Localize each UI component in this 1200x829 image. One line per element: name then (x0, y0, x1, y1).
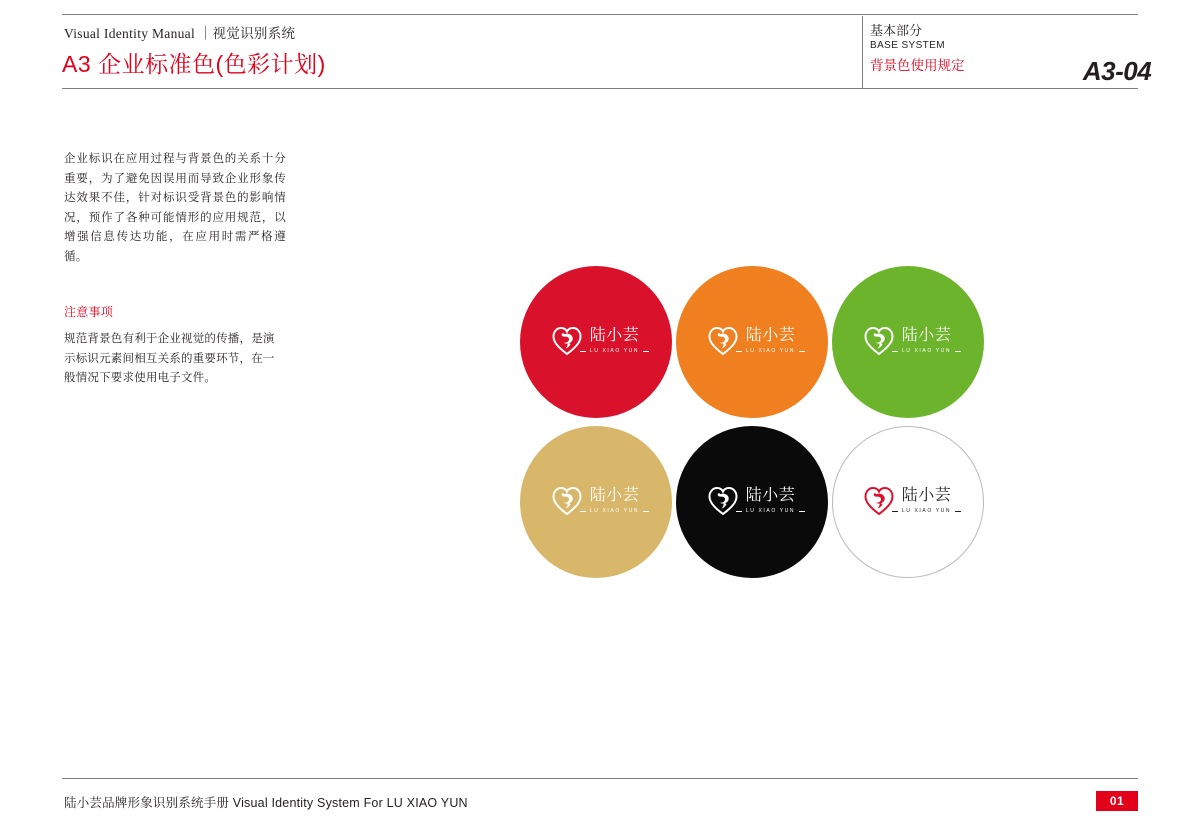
page-code: A3-04 (1082, 56, 1152, 86)
logo-wordmark (589, 487, 640, 515)
logo-wordmark-en: LU XIAO YUN (901, 348, 952, 354)
header-vertical-divider (862, 16, 863, 88)
page-header (62, 14, 1152, 86)
swatch-cell-white (832, 426, 984, 578)
footer-rule (62, 778, 1138, 779)
manual-eyebrow: Visual Identity Manual ｜视觉识别系统 (64, 26, 296, 41)
page-title: A3 企业标准色(色彩计划) (62, 51, 326, 77)
color-circle-black (676, 426, 828, 578)
logo-wordmark (589, 327, 640, 355)
heart-bird-logo-icon (864, 326, 894, 356)
heart-bird-logo-icon (708, 486, 738, 516)
color-circle-white (832, 426, 984, 578)
logo-wordmark-en: LU XIAO YUN (745, 348, 796, 354)
header-bottom-rule (62, 88, 1138, 89)
logo-wordmark (901, 487, 952, 515)
intro-paragraph: 企业标识在应用过程与背景色的关系十分重要，为了避免因误用而导致企业形象传达效果不佳，针对标识受背景色的影响情况，预作了各种可能情形的应用规范，以增强信息传达功能，在应用时需严格遵循。 (64, 153, 286, 263)
swatch-cell-red (520, 266, 672, 418)
logo-lockup (552, 486, 640, 516)
notice-title: 注意事项 (64, 305, 114, 319)
heart-bird-logo-icon (552, 486, 582, 516)
logo-wordmark-cn: 陆小芸 (745, 487, 796, 504)
swatch-cell-orange (676, 266, 828, 418)
swatch-cell-gold (520, 426, 672, 578)
logo-wordmark-en: LU XIAO YUN (589, 508, 640, 514)
logo-lockup (708, 486, 796, 516)
section-subtitle: 背景色使用规定 (870, 58, 965, 73)
logo-wordmark (745, 487, 796, 515)
logo-wordmark-en: LU XIAO YUN (901, 508, 952, 514)
logo-wordmark-cn: 陆小芸 (745, 327, 796, 344)
logo-wordmark-cn: 陆小芸 (589, 327, 640, 344)
header-top-rule (62, 14, 1138, 15)
notice-body: 规范背景色有利于企业视觉的传播，是演示标识元素间相互关系的重要环节，在一般情况下要求使用电子文件。 (64, 333, 275, 384)
logo-wordmark (901, 327, 952, 355)
color-circle-red (520, 266, 672, 418)
logo-wordmark (745, 327, 796, 355)
heart-bird-logo-icon (708, 326, 738, 356)
color-circle-gold (520, 426, 672, 578)
logo-wordmark-en: LU XIAO YUN (589, 348, 640, 354)
footer-text: 陆小芸品牌形象识别系统手册 Visual Identity System For LU XIAO YUN (64, 796, 468, 810)
swatch-cell-black (676, 426, 828, 578)
page-number-badge: 01 (1096, 791, 1138, 811)
color-circle-orange (676, 266, 828, 418)
logo-wordmark-cn: 陆小芸 (589, 487, 640, 504)
swatch-cell-green (832, 266, 984, 418)
logo-lockup (708, 326, 796, 356)
heart-bird-logo-icon (552, 326, 582, 356)
logo-wordmark-cn: 陆小芸 (901, 487, 952, 504)
background-color-swatch-grid (520, 266, 1040, 606)
left-text-column (64, 150, 286, 389)
logo-lockup (864, 486, 952, 516)
heart-bird-logo-icon (864, 486, 894, 516)
logo-wordmark-cn: 陆小芸 (901, 327, 952, 344)
section-name-cn: 基本部分 (870, 23, 923, 38)
logo-lockup (864, 326, 952, 356)
logo-wordmark-en: LU XIAO YUN (745, 508, 796, 514)
color-circle-green (832, 266, 984, 418)
section-name-en: BASE SYSTEM (870, 40, 945, 51)
logo-lockup (552, 326, 640, 356)
